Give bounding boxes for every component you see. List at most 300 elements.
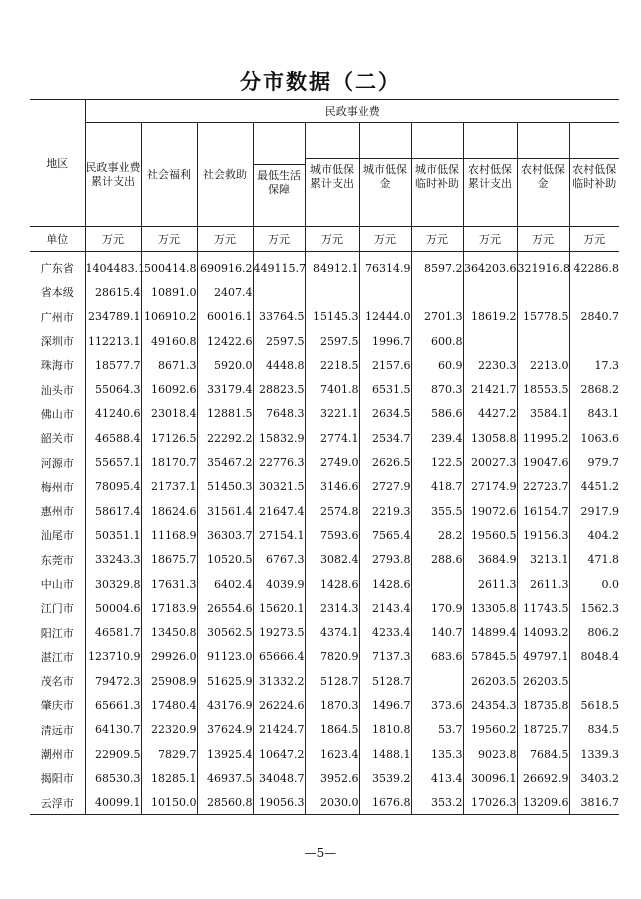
value-cell: 3403.2: [580, 771, 620, 785]
value-cell: [411, 669, 463, 693]
value-cell: 30321.5: [253, 475, 305, 499]
value-cell: 7401.8: [305, 377, 359, 401]
value-cell: 321916.8: [517, 252, 569, 281]
value-cell: 46581.7: [85, 620, 141, 644]
value-cell: 19156.3: [517, 523, 569, 547]
value-cell: 21424.7: [253, 718, 305, 742]
value-cell: 19072.6: [463, 499, 517, 523]
region-cell: 东莞市: [30, 548, 85, 572]
value-cell: 84912.1: [305, 252, 359, 281]
value-cell: 18170.7: [141, 450, 197, 474]
value-cell: 40099.1: [85, 791, 141, 815]
value-cell: 288.6: [411, 548, 463, 572]
value-cell: 28560.8: [197, 791, 253, 815]
value-cell: 471.8: [587, 553, 620, 567]
value-cell: 5128.7: [305, 669, 359, 693]
region-cell: 省本级: [30, 280, 85, 304]
value-cell: 1810.8: [359, 718, 411, 742]
value-cell: [463, 280, 517, 304]
table-row: [30, 499, 619, 523]
value-cell: [569, 329, 619, 353]
value-cell: 13925.4: [197, 742, 253, 766]
value-cell: 364203.6: [463, 252, 517, 281]
value-cell: 2793.8: [359, 548, 411, 572]
value-cell: 18675.7: [141, 548, 197, 572]
value-cell: 33764.5: [253, 305, 305, 329]
value-cell: 2157.6: [359, 353, 411, 377]
column-header: [569, 123, 619, 227]
value-cell: 1488.1: [359, 742, 411, 766]
value-cell: 7565.4: [359, 523, 411, 547]
value-cell: 10520.5: [197, 548, 253, 572]
value-cell: 17026.3: [463, 791, 517, 815]
value-cell: 3539.2: [359, 766, 411, 790]
value-cell: 5920.0: [197, 353, 253, 377]
column-header-label: 最低生活保障: [254, 164, 305, 226]
value-cell: 3082.4: [305, 548, 359, 572]
table-row: [30, 548, 619, 572]
column-header: [411, 123, 463, 227]
value-cell: 51625.9: [197, 669, 253, 693]
value-cell: 1339.3: [580, 747, 620, 761]
value-cell: 2868.2: [580, 383, 620, 397]
value-cell: 1428.6: [359, 572, 411, 596]
column-header-label: 城市低保临时补助: [412, 158, 463, 226]
value-cell: 36303.7: [197, 523, 253, 547]
value-cell: [569, 669, 619, 693]
value-cell: 8048.4: [580, 650, 620, 664]
value-cell: 449115.7: [253, 252, 305, 281]
value-cell: 15145.3: [305, 305, 359, 329]
value-cell: 2626.5: [359, 450, 411, 474]
value-cell: 60.9: [411, 353, 463, 377]
value-cell: 8597.2: [411, 252, 463, 281]
column-header-label: 城市低保金: [360, 158, 411, 226]
value-cell: 18553.5: [517, 377, 569, 401]
value-cell: 0.0: [601, 577, 620, 591]
value-cell: 170.9: [411, 596, 463, 620]
value-cell: 18735.8: [517, 693, 569, 717]
value-cell: 586.6: [411, 402, 463, 426]
value-cell: 2213.0: [517, 353, 569, 377]
value-cell: 3816.7: [580, 796, 620, 810]
value-cell: 8671.3: [141, 353, 197, 377]
value-cell: 135.3: [411, 742, 463, 766]
value-cell: 2701.3: [411, 305, 463, 329]
value-cell: 404.2: [587, 528, 620, 542]
value-cell: 27174.9: [463, 475, 517, 499]
value-cell: 2314.3: [305, 596, 359, 620]
value-cell: 3221.1: [305, 402, 359, 426]
value-cell: 3584.1: [517, 402, 569, 426]
unit-cell: 万元: [85, 227, 141, 252]
value-cell: 6531.5: [359, 377, 411, 401]
value-cell: 373.6: [411, 693, 463, 717]
region-cell: 湛江市: [30, 645, 85, 669]
column-header: 社会福利: [141, 123, 197, 227]
table-row: [30, 742, 619, 766]
value-cell: 50004.6: [85, 596, 141, 620]
column-header: [463, 123, 517, 227]
value-cell: 1870.3: [305, 693, 359, 717]
value-cell: 64130.7: [85, 718, 141, 742]
value-cell: 17631.3: [141, 572, 197, 596]
table-row: [30, 693, 619, 717]
value-cell: 11743.5: [517, 596, 569, 620]
value-cell: 28615.4: [85, 280, 141, 304]
table-row: [30, 377, 619, 401]
value-cell: 13450.8: [141, 620, 197, 644]
value-cell: 5128.7: [359, 669, 411, 693]
value-cell: 2597.5: [253, 329, 305, 353]
value-cell: 30562.5: [197, 620, 253, 644]
value-cell: 79472.3: [85, 669, 141, 693]
value-cell: 43176.9: [197, 693, 253, 717]
value-cell: 22723.7: [517, 475, 569, 499]
value-cell: 7648.3: [253, 402, 305, 426]
value-cell: 2749.0: [305, 450, 359, 474]
column-header: [305, 123, 359, 227]
value-cell: 17.3: [594, 358, 620, 372]
value-cell: 41240.6: [85, 402, 141, 426]
value-cell: 355.5: [411, 499, 463, 523]
value-cell: 57845.5: [463, 645, 517, 669]
value-cell: 4448.8: [253, 353, 305, 377]
value-cell: 1864.5: [305, 718, 359, 742]
value-cell: 29926.0: [141, 645, 197, 669]
value-cell: 15778.5: [517, 305, 569, 329]
region-cell: 汕尾市: [30, 523, 85, 547]
value-cell: 3684.9: [463, 548, 517, 572]
column-header-label: 农村低保金: [518, 158, 569, 226]
value-cell: 112213.1: [85, 329, 141, 353]
value-cell: 13209.6: [517, 791, 569, 815]
value-cell: 123710.9: [85, 645, 141, 669]
value-cell: 2219.3: [359, 499, 411, 523]
value-cell: 690916.2: [197, 252, 253, 281]
table-row: [30, 280, 619, 304]
value-cell: 2611.3: [517, 572, 569, 596]
value-cell: 7137.3: [359, 645, 411, 669]
table-row: [30, 450, 619, 474]
value-cell: 58617.4: [85, 499, 141, 523]
value-cell: 834.5: [587, 723, 620, 737]
bottom-rule: [30, 814, 619, 815]
table-row: [30, 475, 619, 499]
value-cell: 26203.5: [517, 669, 569, 693]
region-cell: 韶关市: [30, 426, 85, 450]
value-cell: 26692.9: [517, 766, 569, 790]
unit-cell: 万元: [253, 227, 305, 252]
unit-row: [30, 227, 619, 252]
value-cell: 2407.4: [197, 280, 253, 304]
value-cell: 2611.3: [463, 572, 517, 596]
value-cell: 2574.8: [305, 499, 359, 523]
column-header: [253, 123, 305, 227]
value-cell: 19056.3: [253, 791, 305, 815]
table-row: [30, 596, 619, 620]
region-cell: 云浮市: [30, 791, 85, 815]
statistics-table: [30, 100, 619, 815]
value-cell: 6767.3: [253, 548, 305, 572]
table-row: [30, 329, 619, 353]
value-cell: 2230.3: [463, 353, 517, 377]
page-number: —5—: [304, 846, 337, 860]
column-header: [359, 123, 411, 227]
region-cell: 揭阳市: [30, 766, 85, 790]
region-cell: 深圳市: [30, 329, 85, 353]
value-cell: 4374.1: [305, 620, 359, 644]
value-cell: 122.5: [411, 450, 463, 474]
value-cell: 239.4: [411, 426, 463, 450]
value-cell: 1063.6: [580, 431, 620, 445]
unit-cell: 万元: [141, 227, 197, 252]
value-cell: 234789.1: [85, 305, 141, 329]
value-cell: 13305.8: [463, 596, 517, 620]
value-cell: [411, 572, 463, 596]
table-row: [30, 620, 619, 644]
region-header: 地区: [30, 100, 85, 227]
region-cell: 河源市: [30, 450, 85, 474]
value-cell: [359, 280, 411, 304]
unit-cell: 万元: [305, 227, 359, 252]
value-cell: 49160.8: [141, 329, 197, 353]
value-cell: 53.7: [411, 718, 463, 742]
value-cell: 5618.5: [580, 698, 620, 712]
value-cell: 683.6: [411, 645, 463, 669]
page-title: 分市数据（二）: [240, 69, 401, 94]
value-cell: 11995.2: [517, 426, 569, 450]
table-body: [30, 252, 619, 815]
value-cell: 10891.0: [141, 280, 197, 304]
unit-cell: 万元: [463, 227, 517, 252]
value-cell: 2030.0: [305, 791, 359, 815]
value-cell: 26203.5: [463, 669, 517, 693]
value-cell: 55657.1: [85, 450, 141, 474]
unit-cell: 万元: [517, 227, 569, 252]
value-cell: 27154.1: [253, 523, 305, 547]
value-cell: 2917.9: [580, 504, 620, 518]
value-cell: 26224.6: [253, 693, 305, 717]
value-cell: 15620.1: [253, 596, 305, 620]
region-cell: 佛山市: [30, 402, 85, 426]
column-header-label: 农村低保累计支出: [464, 158, 517, 226]
value-cell: 2774.1: [305, 426, 359, 450]
value-cell: 2840.7: [580, 310, 620, 324]
value-cell: 418.7: [411, 475, 463, 499]
value-cell: 1428.6: [305, 572, 359, 596]
value-cell: 16154.7: [517, 499, 569, 523]
value-cell: 49797.1: [517, 645, 569, 669]
value-cell: 11168.9: [141, 523, 197, 547]
region-cell: 珠海市: [30, 353, 85, 377]
value-cell: 4427.2: [463, 402, 517, 426]
unit-cell: 万元: [359, 227, 411, 252]
table-row: [30, 523, 619, 547]
value-cell: 76314.9: [359, 252, 411, 281]
table-row: [30, 252, 619, 281]
value-cell: 17126.5: [141, 426, 197, 450]
region-cell: 茂名市: [30, 669, 85, 693]
value-cell: 65666.4: [253, 645, 305, 669]
value-cell: 10150.0: [141, 791, 197, 815]
value-cell: 18285.1: [141, 766, 197, 790]
column-header: [517, 123, 569, 227]
table-row: [30, 766, 619, 790]
value-cell: 34048.7: [253, 766, 305, 790]
value-cell: 2727.9: [359, 475, 411, 499]
value-cell: 12444.0: [359, 305, 411, 329]
region-cell: 肇庆市: [30, 693, 85, 717]
value-cell: 18624.6: [141, 499, 197, 523]
value-cell: 1404483.1: [85, 252, 141, 281]
value-cell: 14093.2: [517, 620, 569, 644]
value-cell: 18619.2: [463, 305, 517, 329]
value-cell: 33243.3: [85, 548, 141, 572]
value-cell: 51450.3: [197, 475, 253, 499]
column-header-label: 城市低保累计支出: [306, 158, 359, 226]
value-cell: 19273.5: [253, 620, 305, 644]
region-cell: 广东省: [30, 252, 85, 281]
value-cell: 413.4: [411, 766, 463, 790]
region-cell: 梅州市: [30, 475, 85, 499]
value-cell: 17480.4: [141, 693, 197, 717]
column-header: 民政事业费累计支出: [85, 123, 141, 227]
value-cell: 2597.5: [305, 329, 359, 353]
value-cell: 22776.3: [253, 450, 305, 474]
value-cell: 33179.4: [197, 377, 253, 401]
value-cell: [305, 280, 359, 304]
table-row: [30, 572, 619, 596]
region-cell: 汕头市: [30, 377, 85, 401]
unit-cell: 万元: [411, 227, 463, 252]
value-cell: 78095.4: [85, 475, 141, 499]
value-cell: 28823.5: [253, 377, 305, 401]
value-cell: 17183.9: [141, 596, 197, 620]
value-cell: 46937.5: [197, 766, 253, 790]
region-cell: 中山市: [30, 572, 85, 596]
value-cell: 19047.6: [517, 450, 569, 474]
value-cell: 12881.5: [197, 402, 253, 426]
value-cell: 7829.7: [141, 742, 197, 766]
value-cell: 12422.6: [197, 329, 253, 353]
group-header: 民政事业费: [85, 100, 619, 123]
value-cell: 140.7: [411, 620, 463, 644]
value-cell: 30329.8: [85, 572, 141, 596]
value-cell: 18725.7: [517, 718, 569, 742]
value-cell: 843.1: [587, 407, 620, 421]
value-cell: 23018.4: [141, 402, 197, 426]
region-cell: 清远市: [30, 718, 85, 742]
value-cell: 25908.9: [141, 669, 197, 693]
value-cell: 22320.9: [141, 718, 197, 742]
value-cell: 19560.2: [463, 718, 517, 742]
table-row: [30, 426, 619, 450]
value-cell: 35467.2: [197, 450, 253, 474]
value-cell: 9023.8: [463, 742, 517, 766]
value-cell: 870.3: [411, 377, 463, 401]
value-cell: 4451.2: [580, 480, 620, 494]
value-cell: 4233.4: [359, 620, 411, 644]
value-cell: 10647.2: [253, 742, 305, 766]
value-cell: 600.8: [411, 329, 463, 353]
value-cell: 1996.7: [359, 329, 411, 353]
value-cell: 15832.9: [253, 426, 305, 450]
value-cell: 31332.2: [253, 669, 305, 693]
value-cell: 16092.6: [141, 377, 197, 401]
value-cell: 2534.7: [359, 426, 411, 450]
value-cell: 1496.7: [359, 693, 411, 717]
region-cell: 江门市: [30, 596, 85, 620]
value-cell: 2634.5: [359, 402, 411, 426]
table-row: [30, 718, 619, 742]
value-cell: 55064.3: [85, 377, 141, 401]
value-cell: 353.2: [411, 791, 463, 815]
value-cell: 500414.8: [141, 252, 197, 281]
table-row: [30, 305, 619, 329]
region-cell: 潮州市: [30, 742, 85, 766]
value-cell: 7820.9: [305, 645, 359, 669]
value-cell: 18577.7: [85, 353, 141, 377]
value-cell: [253, 280, 305, 304]
value-cell: 1623.4: [305, 742, 359, 766]
value-cell: 65661.3: [85, 693, 141, 717]
value-cell: 21737.1: [141, 475, 197, 499]
value-cell: [569, 280, 619, 304]
value-cell: 21647.4: [253, 499, 305, 523]
table-row: [30, 669, 619, 693]
value-cell: 26554.6: [197, 596, 253, 620]
value-cell: 50351.1: [85, 523, 141, 547]
value-cell: [463, 329, 517, 353]
value-cell: [517, 329, 569, 353]
value-cell: 979.7: [587, 456, 620, 470]
value-cell: 22909.5: [85, 742, 141, 766]
value-cell: 31561.4: [197, 499, 253, 523]
value-cell: 91123.0: [197, 645, 253, 669]
table-row: [30, 402, 619, 426]
value-cell: 30096.1: [463, 766, 517, 790]
value-cell: 22292.2: [197, 426, 253, 450]
value-cell: 3952.6: [305, 766, 359, 790]
value-cell: 3146.6: [305, 475, 359, 499]
value-cell: 1562.3: [580, 601, 620, 615]
value-cell: [517, 280, 569, 304]
value-cell: 13058.8: [463, 426, 517, 450]
column-header-label: 农村低保临时补助: [570, 158, 620, 226]
table-row: [30, 791, 619, 815]
region-cell: 广州市: [30, 305, 85, 329]
value-cell: [411, 280, 463, 304]
value-cell: 24354.3: [463, 693, 517, 717]
value-cell: 3213.1: [517, 548, 569, 572]
value-cell: 2143.4: [359, 596, 411, 620]
value-cell: 1676.8: [359, 791, 411, 815]
value-cell: 21421.7: [463, 377, 517, 401]
value-cell: 106910.2: [141, 305, 197, 329]
value-cell: 806.2: [587, 626, 620, 640]
unit-cell: 万元: [569, 227, 619, 252]
value-cell: 20027.3: [463, 450, 517, 474]
column-header: 社会救助: [197, 123, 253, 227]
region-cell: 阳江市: [30, 620, 85, 644]
unit-label: 单位: [30, 227, 85, 252]
region-cell: 惠州市: [30, 499, 85, 523]
value-cell: 4039.9: [253, 572, 305, 596]
value-cell: 7593.6: [305, 523, 359, 547]
table-row: [30, 353, 619, 377]
value-cell: 6402.4: [197, 572, 253, 596]
